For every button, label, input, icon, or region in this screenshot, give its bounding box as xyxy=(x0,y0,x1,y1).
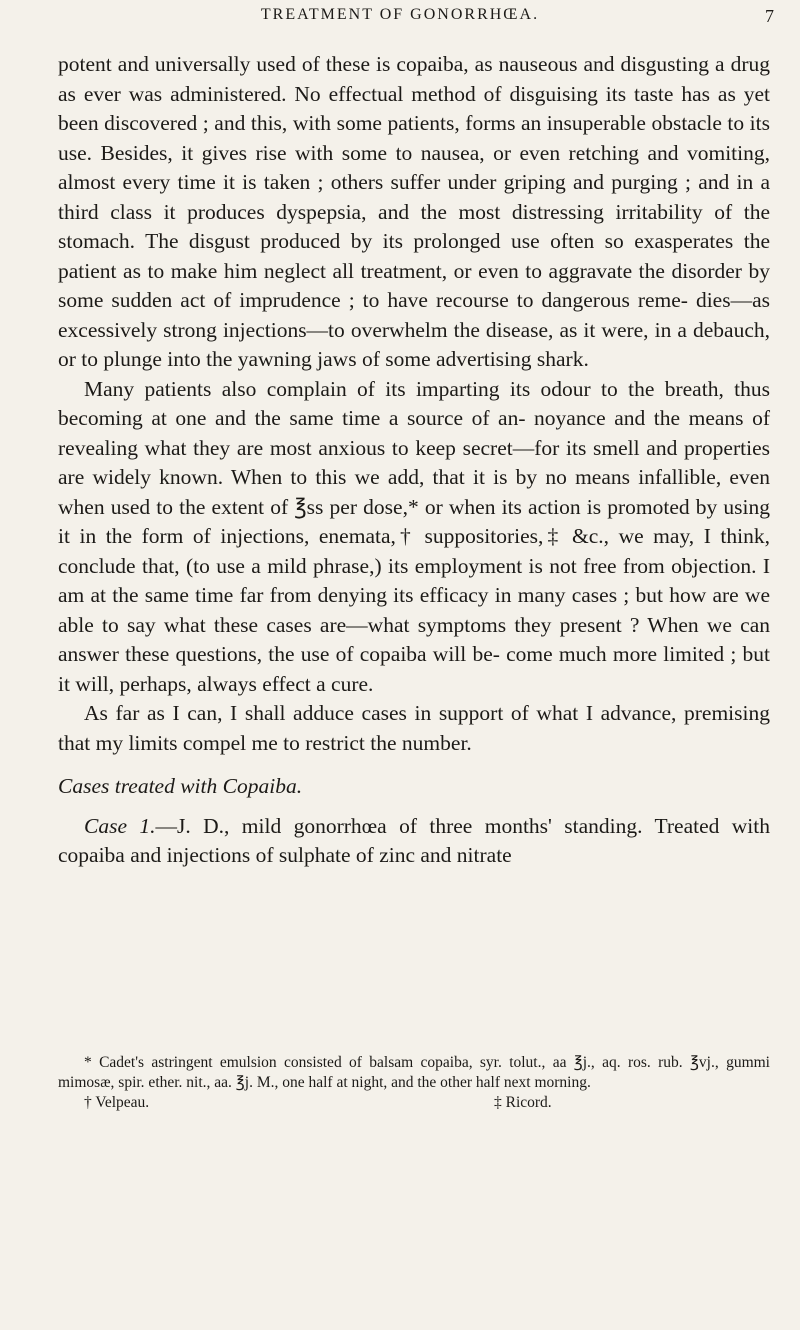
footnote-dagger: † Velpeau. xyxy=(84,1094,150,1111)
footnote-references xyxy=(58,1093,770,1113)
paragraph: As far as I can, I shall adduce cases in support of what I advance, premising that my limits compel me to restrict the number. xyxy=(58,701,770,755)
page-number: 7 xyxy=(765,6,774,26)
main-text xyxy=(58,50,770,871)
page-header xyxy=(0,6,800,36)
running-title: TREATMENT OF GONORRHŒA. xyxy=(260,6,540,23)
footnotes xyxy=(58,1053,770,1113)
footnote-double-dagger: ‡ Ricord. xyxy=(494,1094,552,1111)
case-label: Case 1. xyxy=(84,813,156,838)
case-paragraph xyxy=(58,812,770,871)
paragraph: potent and universally used of these is copaiba, as nauseous and disgusting a drug as ever was administered. No effectual method of disguising its taste has as yet been discovered ; and this, with some patients, forms an insuperable obstacle to its use. Besides, it gives rise with some to nausea, or even retching and vomiting, almost every time it is taken ; others suffer under griping and purging ; and in a third class it produces dyspepsia, and the most distressing irritability of the stomach. The disgust produced by its prolonged use often so exasperates the patient as to make him neglect all treatment, or even to aggravate the disorder by some sudden act of imprudence ; to have recourse to dangerous reme- dies—as excessively strong injections—to overwhelm the disease, as it were, in a debauch, or to plunge into the yawning jaws of some advertising shark. xyxy=(58,52,770,371)
case-text: —J. D., mild gonorrhœa of three months' standing. Treated with copaiba and injections of sulphate of zinc and nitrate xyxy=(58,813,771,867)
section-title: Cases treated with Copaiba. xyxy=(58,774,303,798)
paragraph: Many patients also complain of its imparting its odour to the breath, thus becoming at one and the same time a source of an- noyance and the means of revealing what they are most anxious to keep secret—for its smell and properties are widely known. When to this we add, that it is by no means infallible, even when used to the extent of ℥ss per dose,* or when its action is promoted by using it in the form of injections, enemata,† suppositories,‡ &c., we may, I think, conclude that, (to use a mild phrase,) its employment is not free from objection. I am at the same time far from denying its efficacy in many cases ; but how are we able to say what these cases are—what symptoms they present ? When we can answer these questions, the use of copaiba will be- come much more limited ; but it will, perhaps, always effect a cure. xyxy=(58,376,770,696)
footnote: * Cadet's astringent emulsion consisted of balsam copaiba, syr. tolut., aa ℥j., aq. ros. rub. ℥vj., gummi mimosæ, spir. ether. nit., aa. ℥j. M., one half at night, and the other half next morning. xyxy=(58,1054,770,1091)
